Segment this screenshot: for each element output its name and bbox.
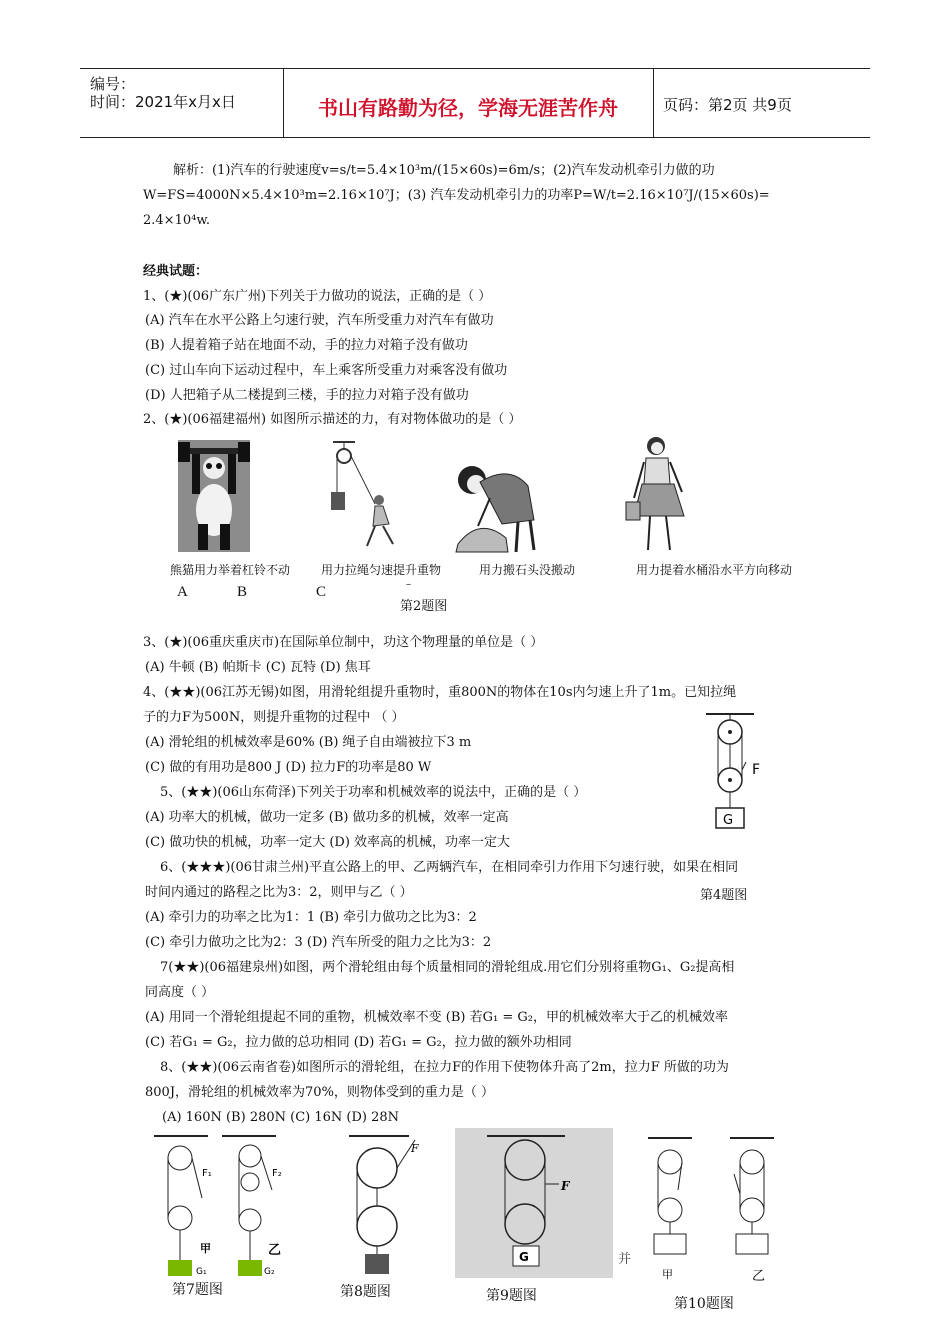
fig9-g: G [519,1250,529,1264]
q5-options-2: (C) 做功快的机械，功率一定大 (D) 效率高的机械，功率一定大 [145,835,511,850]
q2-letter-b: B [237,584,248,600]
q2-stem: 2、(★)(06福建福州) 如图所示描述的力，有对物体做功的是（ ） [143,412,522,427]
fig9-f: F [561,1179,570,1193]
q1-option-c: (C) 过山车向下运动过程中，车上乘客所受重力对乘客没有做功 [145,363,508,378]
fig7-yi: 乙 [268,1243,282,1258]
q2-letter-c: C [316,584,327,600]
fig9-pulleys [455,1128,613,1278]
q7-options-1: (A) 用同一个滑轮组提起不同的重物，机械效率不变 (B) 若G₁ = G₂，甲的机械效率大于乙的机械效率 [145,1010,728,1025]
q7-options-2: (C) 若G₁ = G₂，拉力做的总功相同 (D) 若G₁ = G₂，拉力做的额外功相同 [145,1035,572,1050]
water-bucket-figure [620,432,690,554]
q6-options-2: (C) 牵引力做功之比为2：3 (D) 汽车所受的阻力之比为3：2 [145,935,492,950]
q4-fig-g: G [723,813,734,828]
page-header [80,68,870,138]
q8-stem-1: 8、(★★)(06云南省卷)如图所示的滑轮组，在拉力F的作用下使物体升高了2m，拉力F 所做的功为 [160,1060,729,1075]
time-label: 时间：2021年x月x日 [90,93,236,111]
q2-caption-2: 用力拉绳匀速提升重物 [321,563,442,577]
q3-stem: 3、(★)(06重庆重庆市)在国际单位制中，功这个物理量的单位是（ ） [143,635,544,650]
page-label: 页码：第2页 共9页 [663,96,792,114]
q4-figure-label: 第4题图 [700,888,748,903]
q1-option-d: (D) 人把箱子从二楼提到三楼，手的拉力对箱子没有做功 [145,388,469,403]
fig9-stray-char: 并 [618,1252,632,1267]
fig7-f2: F₂ [272,1168,282,1179]
analysis-line-2: W=FS=4000N×5.4×10³m=2.16×10⁷J；(3) 汽车发动机牵引力的功率P=W/t=2.16×10⁷J/(15×60s)= [143,188,770,203]
q5-stem: 5、(★★)(06山东荷泽)下列关于功率和机械效率的说法中，正确的是（ ） [160,785,587,800]
fig8-f: F [411,1142,419,1155]
q1-stem: 1、(★)(06广东广州)下列关于力做功的说法，正确的是（ ） [143,289,492,304]
q2-caption-1: 熊猫用力举着杠铃不动 [170,563,291,577]
fig10-yi: 乙 [752,1269,766,1284]
pulley-lift-figure [325,440,405,552]
fig7-pulleys [150,1132,300,1280]
fig9-label: 第9题图 [486,1288,537,1304]
q7-stem-1: 7(★★)(06福建泉州)如图，两个滑轮组由每个质量相同的滑轮组成.用它们分别将重物G₁、G₂提高相 [160,960,735,975]
q7-stem-2: 同高度（ ） [145,985,215,1000]
q6-stem-2: 时间内通过的路程之比为3：2，则甲与乙（ ） [145,885,413,900]
q8-stem-2: 800J，滑轮组的机械效率为70%，则物体受到的重力是（ ） [145,1085,495,1100]
q4-options-1: (A) 滑轮组的机械效率是60% (B) 绳子自由端被拉下3 m [145,735,472,750]
number-label: 编号： [90,75,136,93]
q8-options: (A) 160N (B) 280N (C) 16N (D) 28N [162,1110,400,1125]
q4-options-2: (C) 做的有用功是800 J (D) 拉力F的功率是80 W [145,760,432,775]
fig10-jia: 甲 [662,1268,673,1281]
fig7-label: 第7题图 [172,1282,223,1298]
q2-caption-3: 用力搬石头没搬动 [479,563,576,577]
fig7-jia: 甲 [200,1242,211,1255]
q2-caption-4: 用力提着水桶沿水平方向移动 [636,563,793,577]
header-cell-motto [283,69,654,137]
fig7-g2: G₂ [264,1267,275,1277]
analysis-line-1: 解析：(1)汽车的行驶速度v=s/t=5.4×10³m/(15×60s)=6m/s；(2)汽车发动机牵引力做的功 [173,163,715,178]
fig10-label: 第10题图 [674,1296,734,1312]
q1-option-a: (A) 汽车在水平公路上匀速行驶，汽车所受重力对汽车有做功 [145,313,494,328]
q6-options-1: (A) 牵引力的功率之比为1：1 (B) 牵引力做功之比为3：2 [145,910,477,925]
panda-figure [178,440,250,552]
fig8-label: 第8题图 [340,1284,391,1300]
fig7-g1: G₁ [196,1267,207,1277]
q1-option-b: (B) 人提着箱子站在地面不动，手的拉力对箱子没有做功 [145,338,468,353]
q5-options-1: (A) 功率大的机械，做功一定多 (B) 做功多的机械，效率一定高 [145,810,509,825]
q2-dash: – [406,579,411,590]
motto: 书山有路勤为径，学海无涯苦作舟 [318,96,618,120]
fig8-pulleys [335,1132,430,1280]
q2-letter-a: A [177,584,188,600]
analysis-line-3: 2.4×10⁴w. [143,213,211,228]
lifting-stone-figure [450,452,542,554]
fig7-f1: F₁ [202,1168,212,1179]
header-cell-meta [80,69,284,137]
q4-stem-1: 4、(★★)(06江苏无锡)如图，用滑轮组提升重物时，重800N的物体在10s内匀速上升了1m。已知拉绳 [143,685,737,700]
section-title: 经典试题： [143,264,209,279]
q2-figure-label: 第2题图 [400,599,448,614]
q4-pulley-figure [700,710,780,832]
q4-fig-f: F [752,762,761,778]
q4-stem-2: 子的力F为500N，则提升重物的过程中 （ ） [143,710,405,725]
q3-options: (A) 牛顿 (B) 帕斯卡 (C) 瓦特 (D) 焦耳 [145,660,371,675]
header-cell-page [653,69,870,137]
fig10-pulleys [640,1134,790,1284]
q6-stem-1: 6、(★★★)(06甘肃兰州)平直公路上的甲、乙两辆汽车，在相同牵引力作用下匀速行驶，如果在相同 [160,860,739,875]
